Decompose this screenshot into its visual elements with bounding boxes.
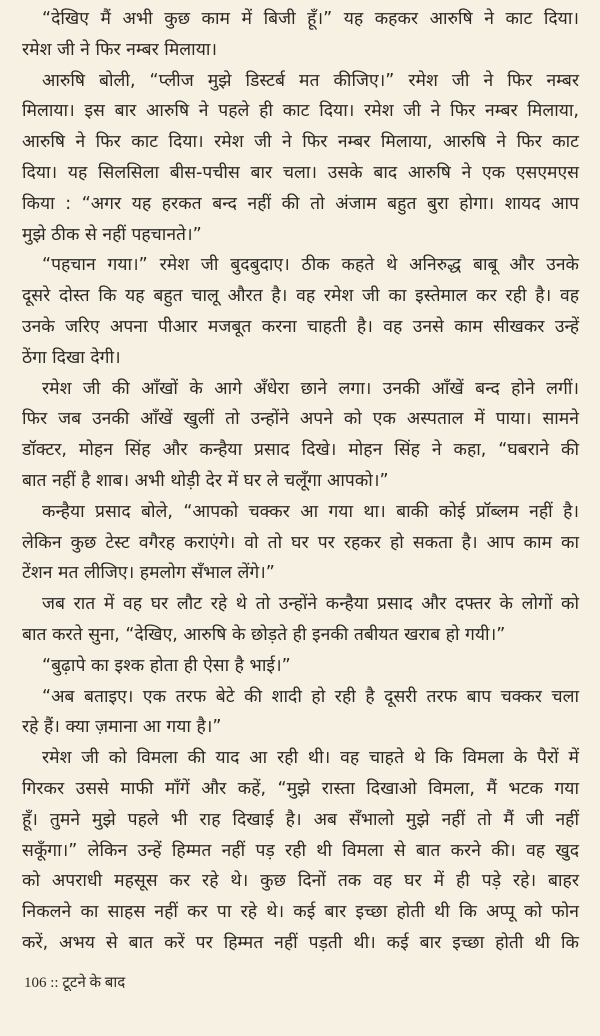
text-line: उनके जरिए अपना पीआर मजबूत करना चाहती है। वह उनसे काम सीखकर उन्हें [22, 316, 579, 337]
text-line: जब रात में वह घर लौट रहे थे तो उन्होंने कन्हैया प्रसाद और दफ्तर के लोगों को [42, 594, 579, 615]
text-line: “देखिए मैं अभी कुछ काम में बिजी हूँ।” यह कहकर आरुषि ने काट दिया। [42, 9, 579, 29]
text-line: निकलने का साहस नहीं कर पा रहे थे। कई बार इच्छा होती थी कि अप्पू को फोन [22, 902, 579, 923]
text-line: बात नहीं है शाब। अभी थोड़ी देर में घर ले चलूँगा आपको।” [22, 470, 389, 491]
text-line: हूँ। तुमने मुझे पहले भी राह दिखाई है। अब सँभालो मुझे नहीं तो मैं जी नहीं [22, 809, 579, 830]
text-line: ठेंगा दिखा देगी। [22, 347, 121, 368]
text-line: मिलाया। इस बार आरुषि ने पहले ही काट दिया। रमेश जी ने फिर नम्बर मिलाया, [22, 101, 579, 122]
text-line: डॉक्टर, मोहन सिंह और कन्हैया प्रसाद दिखे। मोहन सिंह ने कहा, “घबराने की [22, 440, 579, 461]
text-line: “बुढ़ापे का इश्क होता ही ऐसा है भाई।” [42, 655, 291, 676]
text-line: सकूँगा।” लेकिन उन्हें हिम्मत नहीं पड़ रही थी विमला से बात करने की। वह खुद [22, 840, 579, 861]
text-line: रमेश जी को विमला की याद आ रही थी। वह चाहते थे कि विमला के पैरों में [42, 748, 579, 769]
text-line: को अपराधी महसूस कर रहे थे। कुछ दिनों तक वह घर में ही पड़े रहे। बाहर [22, 871, 579, 892]
text-line: किया : “अगर यह हरकत बन्द नहीं की तो अंजाम बहुत बुरा होगा। शायद आप [22, 193, 579, 214]
text-line: आरुषि ने फिर काट दिया। रमेश जी ने फिर नम्बर मिलाया, आरुषि ने फिर काट [22, 132, 579, 153]
text-line: टेंशन मत लीजिए। हमलोग सँभाल लेंगे।” [22, 563, 275, 584]
text-line: मुझे ठीक से नहीं पहचानते।” [22, 224, 202, 245]
text-line: रहे हैं। क्या ज़माना आ गया है।” [22, 717, 222, 738]
text-line: कन्हैया प्रसाद बोले, “आपको चक्कर आ गया था। बाकी कोई प्रॉब्लम नहीं है। [42, 501, 579, 522]
text-line: गिरकर उससे माफी माँगें और कहें, “मुझे रास्ता दिखाओ विमला, मैं भटक गया [22, 778, 579, 799]
text-line: दिया। यह सिलसिला बीस-पचीस बार चला। उसके बाद आरुषि ने एक एसएमएस [22, 162, 579, 183]
text-line: बात करते सुना, “देखिए, आरुषि के छोड़ते ही इनकी तबीयत खराब हो गयी।” [22, 624, 506, 645]
text-line: रमेश जी ने फिर नम्बर मिलाया। [22, 39, 218, 60]
text-line: “पहचान गया।” रमेश जी बुदबुदाए। ठीक कहते थे अनिरुद्ध बाबू और उनके [42, 255, 579, 276]
text-line: आरुषि बोली, “प्लीज मुझे डिस्टर्ब मत कीजिए।” रमेश जी ने फिर नम्बर [42, 70, 579, 91]
text-line: फिर जब उनकी आँखें खुलीं तो उन्होंने अपने को एक अस्पताल में पाया। सामने [22, 409, 579, 430]
text-line: लेकिन कुछ टेस्ट वगैरह कराएंगे। वो तो घर पर रहकर हो सकता है। आप काम का [22, 532, 579, 553]
page-footer: 106 :: टूटने के बाद [24, 975, 126, 991]
text-line: दूसरे दोस्त कि यह बहुत चालू औरत है। वह रमेश जी का इस्तेमाल कर रही है। वह [22, 286, 579, 307]
book-page-text [22, 4, 579, 959]
text-line: करें, अभय से बात करें पर हिम्मत नहीं पड़ती थी। कई बार इच्छा होती थी कि [22, 932, 579, 953]
text-line: “अब बताइए। एक तरफ बेटे की शादी हो रही है दूसरी तरफ बाप चक्कर चला [42, 686, 579, 707]
text-line: रमेश जी की आँखों के आगे अँधेरा छाने लगा। उनकी आँखें बन्द होने लगीं। [42, 378, 579, 399]
